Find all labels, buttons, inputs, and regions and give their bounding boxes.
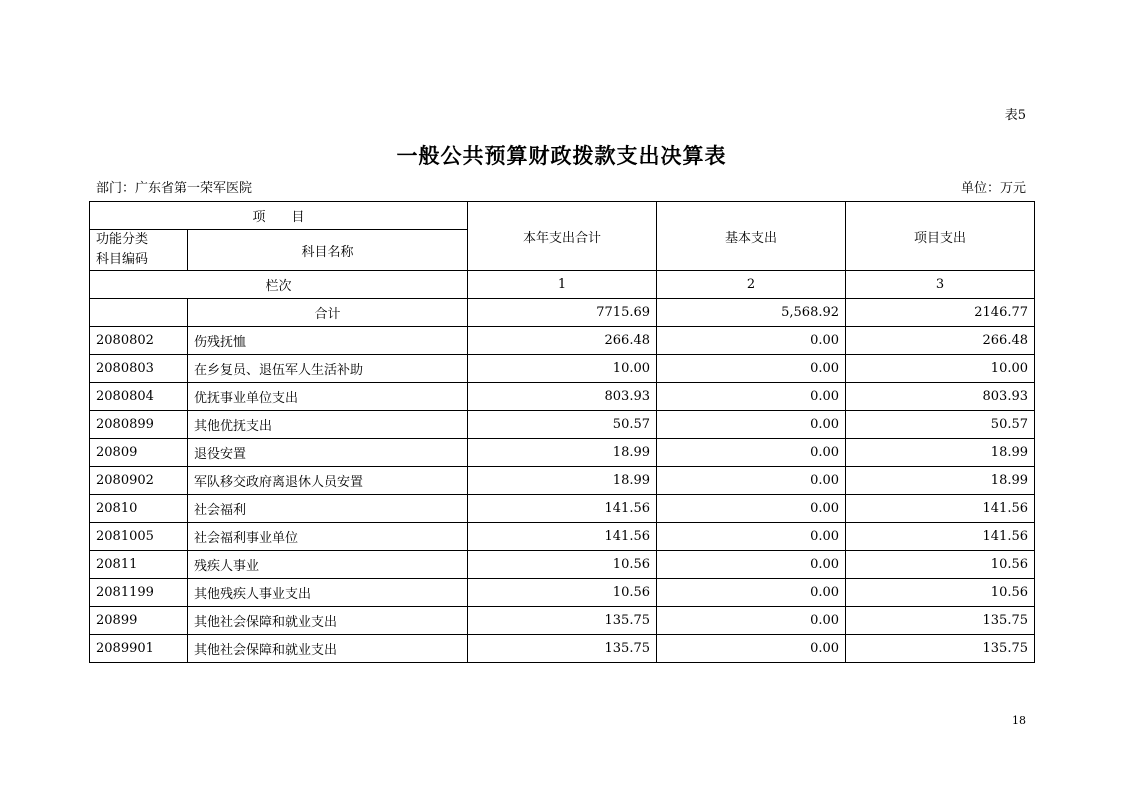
row-basic: 0.00 xyxy=(657,579,846,607)
row-code: 2080802 xyxy=(90,327,188,355)
row-project: 50.57 xyxy=(846,411,1035,439)
row-project: 141.56 xyxy=(846,523,1035,551)
row-total: 135.75 xyxy=(468,635,657,663)
table-row xyxy=(90,355,1035,383)
header-code xyxy=(90,230,188,271)
row-project: 18.99 xyxy=(846,467,1035,495)
row-basic: 0.00 xyxy=(657,383,846,411)
table-row xyxy=(90,551,1035,579)
row-basic: 0.00 xyxy=(657,467,846,495)
row-name: 其他残疾人事业支出 xyxy=(188,579,468,607)
row-code: 2081005 xyxy=(90,523,188,551)
row-name: 社会福利事业单位 xyxy=(188,523,468,551)
expenditure-table xyxy=(89,201,1035,663)
page-title: 一般公共预算财政拨款支出决算表 xyxy=(396,143,727,168)
row-name: 其他社会保障和就业支出 xyxy=(188,607,468,635)
total-label: 合计 xyxy=(188,299,468,327)
row-basic: 0.00 xyxy=(657,495,846,523)
row-code: 2081199 xyxy=(90,579,188,607)
column-index-label: 栏次 xyxy=(90,271,468,299)
row-project: 135.75 xyxy=(846,607,1035,635)
row-name: 社会福利 xyxy=(188,495,468,523)
row-code: 2089901 xyxy=(90,635,188,663)
row-name: 退役安置 xyxy=(188,439,468,467)
row-project: 10.00 xyxy=(846,355,1035,383)
column-index: 2 xyxy=(657,271,846,299)
row-name: 军队移交政府离退休人员安置 xyxy=(188,467,468,495)
total-code-cell xyxy=(90,299,188,327)
header-total: 本年支出合计 xyxy=(468,202,657,271)
row-name: 其他优抚支出 xyxy=(188,411,468,439)
row-basic: 0.00 xyxy=(657,327,846,355)
total-basic: 5,568.92 xyxy=(657,299,846,327)
row-total: 18.99 xyxy=(468,467,657,495)
row-code: 2080804 xyxy=(90,383,188,411)
row-code: 2080899 xyxy=(90,411,188,439)
row-project: 10.56 xyxy=(846,579,1035,607)
row-basic: 0.00 xyxy=(657,607,846,635)
header-code-line2: 科目编码 xyxy=(96,252,149,267)
row-code: 20811 xyxy=(90,551,188,579)
row-total: 10.00 xyxy=(468,355,657,383)
row-basic: 0.00 xyxy=(657,551,846,579)
unit-label: 单位：万元 xyxy=(960,181,1026,196)
table-number: 表5 xyxy=(1004,108,1026,123)
row-name: 残疾人事业 xyxy=(188,551,468,579)
table-row xyxy=(90,523,1035,551)
row-total: 10.56 xyxy=(468,551,657,579)
row-total: 10.56 xyxy=(468,579,657,607)
column-index: 1 xyxy=(468,271,657,299)
row-basic: 0.00 xyxy=(657,411,846,439)
row-project: 266.48 xyxy=(846,327,1035,355)
total-row xyxy=(90,299,1035,327)
header-name: 科目名称 xyxy=(188,230,468,271)
column-index: 3 xyxy=(846,271,1035,299)
row-total: 50.57 xyxy=(468,411,657,439)
table-row xyxy=(90,411,1035,439)
row-code: 20809 xyxy=(90,439,188,467)
row-code: 20899 xyxy=(90,607,188,635)
header-basic: 基本支出 xyxy=(657,202,846,271)
row-total: 141.56 xyxy=(468,523,657,551)
table-row xyxy=(90,635,1035,663)
row-name: 在乡复员、退伍军人生活补助 xyxy=(188,355,468,383)
row-project: 803.93 xyxy=(846,383,1035,411)
row-project: 18.99 xyxy=(846,439,1035,467)
row-basic: 0.00 xyxy=(657,635,846,663)
header-project-expense: 项目支出 xyxy=(846,202,1035,271)
page-number: 18 xyxy=(1012,714,1026,727)
row-total: 135.75 xyxy=(468,607,657,635)
row-code: 2080902 xyxy=(90,467,188,495)
row-name: 优抚事业单位支出 xyxy=(188,383,468,411)
row-name: 其他社会保障和就业支出 xyxy=(188,635,468,663)
header-code-line1: 功能分类 xyxy=(96,232,149,247)
row-code: 20810 xyxy=(90,495,188,523)
table-row xyxy=(90,327,1035,355)
header-project: 项 目 xyxy=(90,202,468,230)
row-total: 266.48 xyxy=(468,327,657,355)
row-total: 18.99 xyxy=(468,439,657,467)
row-total: 803.93 xyxy=(468,383,657,411)
row-project: 135.75 xyxy=(846,635,1035,663)
row-code: 2080803 xyxy=(90,355,188,383)
total-amount: 7715.69 xyxy=(468,299,657,327)
table-row xyxy=(90,579,1035,607)
row-basic: 0.00 xyxy=(657,439,846,467)
total-project: 2146.77 xyxy=(846,299,1035,327)
table-row xyxy=(90,439,1035,467)
row-total: 141.56 xyxy=(468,495,657,523)
table-row xyxy=(90,607,1035,635)
row-project: 10.56 xyxy=(846,551,1035,579)
table-row xyxy=(90,495,1035,523)
department-label: 部门：广东省第一荣军医院 xyxy=(96,181,253,196)
table-row xyxy=(90,467,1035,495)
row-basic: 0.00 xyxy=(657,355,846,383)
row-project: 141.56 xyxy=(846,495,1035,523)
row-basic: 0.00 xyxy=(657,523,846,551)
row-name: 伤残抚恤 xyxy=(188,327,468,355)
table-row xyxy=(90,383,1035,411)
